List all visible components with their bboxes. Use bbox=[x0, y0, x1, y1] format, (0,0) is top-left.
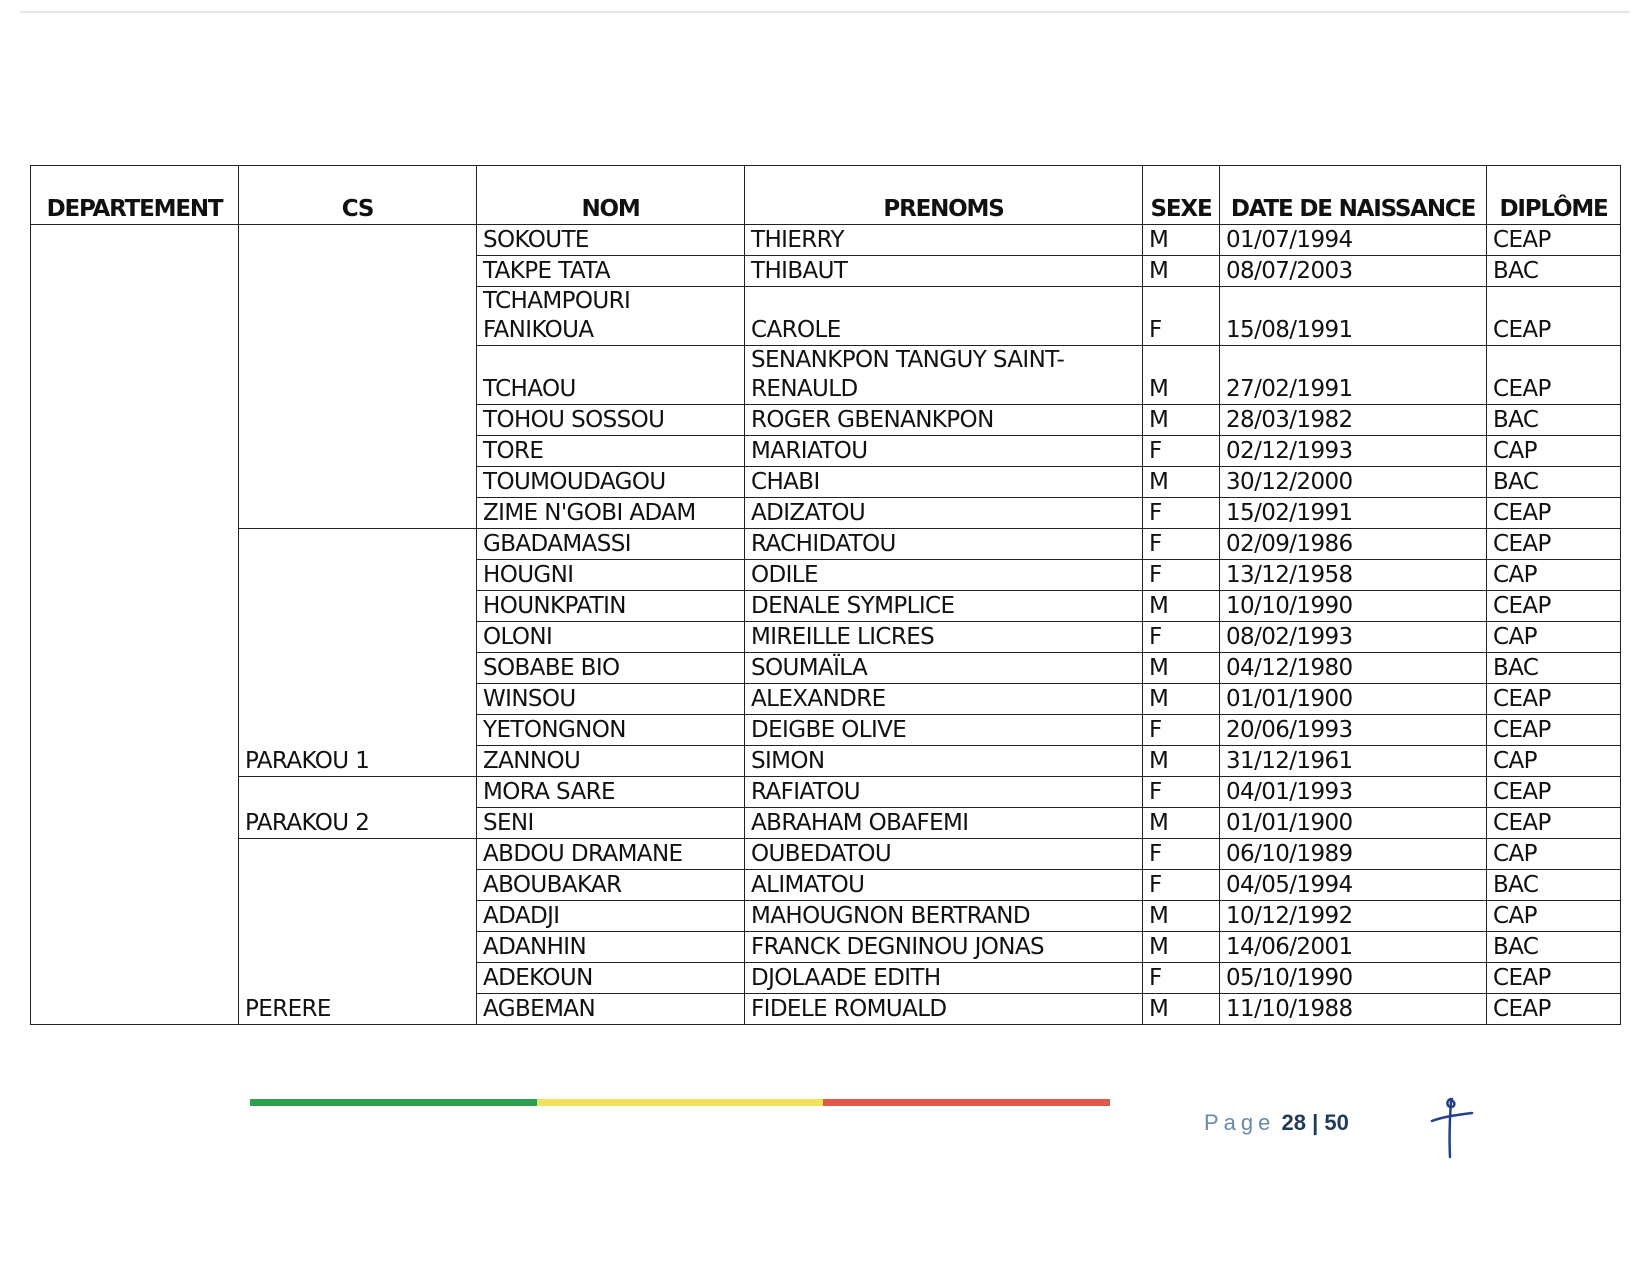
prenoms-cell: DJOLAADE EDITH bbox=[745, 963, 1143, 994]
nom-cell: SOKOUTE bbox=[477, 225, 745, 256]
page-separator: | bbox=[1312, 1110, 1319, 1135]
diplome-cell: CEAP bbox=[1487, 498, 1621, 529]
prenoms-cell: CHABI bbox=[745, 467, 1143, 498]
diplome-cell: CEAP bbox=[1487, 346, 1621, 405]
sexe-cell: M bbox=[1143, 405, 1220, 436]
nom-cell: ADANHIN bbox=[477, 932, 745, 963]
diplome-cell: CEAP bbox=[1487, 529, 1621, 560]
nom-cell: ADADJI bbox=[477, 901, 745, 932]
sexe-cell: M bbox=[1143, 591, 1220, 622]
prenoms-cell: CAROLE bbox=[745, 287, 1143, 346]
nom-cell: MORA SARE bbox=[477, 777, 745, 808]
sexe-cell: M bbox=[1143, 808, 1220, 839]
footer-bar-red bbox=[823, 1099, 1110, 1106]
department-cell bbox=[31, 225, 239, 1025]
sexe-cell: F bbox=[1143, 870, 1220, 901]
nom-cell: GBADAMASSI bbox=[477, 529, 745, 560]
date-cell: 02/12/1993 bbox=[1220, 436, 1487, 467]
col-header-departement: DEPARTEMENT bbox=[31, 166, 239, 225]
nom-cell: ABDOU DRAMANE bbox=[477, 839, 745, 870]
prenoms-cell: SENANKPON TANGUY SAINT-RENAULD bbox=[745, 346, 1143, 405]
date-cell: 01/01/1900 bbox=[1220, 808, 1487, 839]
nom-cell: HOUNKPATIN bbox=[477, 591, 745, 622]
diplome-cell: BAC bbox=[1487, 932, 1621, 963]
sexe-cell: F bbox=[1143, 777, 1220, 808]
prenoms-cell: DENALE SYMPLICE bbox=[745, 591, 1143, 622]
date-cell: 28/03/1982 bbox=[1220, 405, 1487, 436]
prenoms-cell: ALEXANDRE bbox=[745, 684, 1143, 715]
diplome-cell: CEAP bbox=[1487, 963, 1621, 994]
sexe-cell: M bbox=[1143, 932, 1220, 963]
page-current: 28 bbox=[1281, 1110, 1306, 1135]
nom-cell: AGBEMAN bbox=[477, 994, 745, 1025]
diplome-cell: CAP bbox=[1487, 901, 1621, 932]
date-cell: 04/01/1993 bbox=[1220, 777, 1487, 808]
page-total: 50 bbox=[1324, 1110, 1349, 1135]
top-rule bbox=[20, 11, 1630, 13]
date-cell: 11/10/1988 bbox=[1220, 994, 1487, 1025]
date-cell: 08/02/1993 bbox=[1220, 622, 1487, 653]
prenoms-cell: MIREILLE LICRES bbox=[745, 622, 1143, 653]
page-number bbox=[1204, 1110, 1349, 1136]
diplome-cell: BAC bbox=[1487, 653, 1621, 684]
date-cell: 01/07/1994 bbox=[1220, 225, 1487, 256]
diplome-cell: BAC bbox=[1487, 256, 1621, 287]
sexe-cell: M bbox=[1143, 225, 1220, 256]
nom-cell: ZANNOU bbox=[477, 746, 745, 777]
date-cell: 20/06/1993 bbox=[1220, 715, 1487, 746]
cs-cell: PARAKOU 1 bbox=[239, 529, 477, 777]
sexe-cell: M bbox=[1143, 901, 1220, 932]
diplome-cell: CAP bbox=[1487, 839, 1621, 870]
date-cell: 04/12/1980 bbox=[1220, 653, 1487, 684]
diplome-cell: CEAP bbox=[1487, 591, 1621, 622]
diplome-cell: BAC bbox=[1487, 405, 1621, 436]
nom-cell: TAKPE TATA bbox=[477, 256, 745, 287]
nom-cell: HOUGNI bbox=[477, 560, 745, 591]
sexe-cell: M bbox=[1143, 994, 1220, 1025]
nom-cell: SOBABE BIO bbox=[477, 653, 745, 684]
diplome-cell: CEAP bbox=[1487, 715, 1621, 746]
date-cell: 05/10/1990 bbox=[1220, 963, 1487, 994]
col-header-cs: CS bbox=[239, 166, 477, 225]
prenoms-cell: ADIZATOU bbox=[745, 498, 1143, 529]
table-row bbox=[31, 225, 1621, 256]
footer-bar-green bbox=[250, 1099, 537, 1106]
nom-cell: TOUMOUDAGOU bbox=[477, 467, 745, 498]
prenoms-cell: THIERRY bbox=[745, 225, 1143, 256]
prenoms-cell: RAFIATOU bbox=[745, 777, 1143, 808]
diplome-cell: CAP bbox=[1487, 560, 1621, 591]
col-header-date: DATE DE NAISSANCE bbox=[1220, 166, 1487, 225]
prenoms-cell: ALIMATOU bbox=[745, 870, 1143, 901]
footer-color-bar bbox=[250, 1099, 1110, 1106]
table-row bbox=[31, 839, 1621, 870]
date-cell: 06/10/1989 bbox=[1220, 839, 1487, 870]
diplome-cell: CEAP bbox=[1487, 287, 1621, 346]
cs-cell bbox=[239, 225, 477, 529]
diplome-cell: CAP bbox=[1487, 622, 1621, 653]
diplome-cell: CEAP bbox=[1487, 684, 1621, 715]
nom-cell: TORE bbox=[477, 436, 745, 467]
sexe-cell: F bbox=[1143, 529, 1220, 560]
prenoms-cell: ODILE bbox=[745, 560, 1143, 591]
date-cell: 10/10/1990 bbox=[1220, 591, 1487, 622]
sexe-cell: F bbox=[1143, 287, 1220, 346]
sexe-cell: M bbox=[1143, 746, 1220, 777]
date-cell: 31/12/1961 bbox=[1220, 746, 1487, 777]
prenoms-cell: DEIGBE OLIVE bbox=[745, 715, 1143, 746]
prenoms-cell: ABRAHAM OBAFEMI bbox=[745, 808, 1143, 839]
nom-cell: ABOUBAKAR bbox=[477, 870, 745, 901]
sexe-cell: F bbox=[1143, 963, 1220, 994]
prenoms-cell: SOUMAÏLA bbox=[745, 653, 1143, 684]
date-cell: 13/12/1958 bbox=[1220, 560, 1487, 591]
sexe-cell: F bbox=[1143, 715, 1220, 746]
diplome-cell: CEAP bbox=[1487, 808, 1621, 839]
sexe-cell: M bbox=[1143, 346, 1220, 405]
date-cell: 10/12/1992 bbox=[1220, 901, 1487, 932]
date-cell: 30/12/2000 bbox=[1220, 467, 1487, 498]
sexe-cell: M bbox=[1143, 256, 1220, 287]
sexe-cell: F bbox=[1143, 839, 1220, 870]
sexe-cell: F bbox=[1143, 436, 1220, 467]
col-header-diplome: DIPLÔME bbox=[1487, 166, 1621, 225]
prenoms-cell: SIMON bbox=[745, 746, 1143, 777]
date-cell: 15/02/1991 bbox=[1220, 498, 1487, 529]
col-header-prenoms: PRENOMS bbox=[745, 166, 1143, 225]
diplome-cell: BAC bbox=[1487, 467, 1621, 498]
date-cell: 27/02/1991 bbox=[1220, 346, 1487, 405]
date-cell: 08/07/2003 bbox=[1220, 256, 1487, 287]
sexe-cell: M bbox=[1143, 653, 1220, 684]
diplome-cell: CAP bbox=[1487, 746, 1621, 777]
nom-cell: TCHAOU bbox=[477, 346, 745, 405]
sexe-cell: F bbox=[1143, 560, 1220, 591]
prenoms-cell: ROGER GBENANKPON bbox=[745, 405, 1143, 436]
prenoms-cell: OUBEDATOU bbox=[745, 839, 1143, 870]
nom-cell: SENI bbox=[477, 808, 745, 839]
date-cell: 01/01/1900 bbox=[1220, 684, 1487, 715]
diplome-cell: CEAP bbox=[1487, 994, 1621, 1025]
nom-cell: YETONGNON bbox=[477, 715, 745, 746]
date-cell: 04/05/1994 bbox=[1220, 870, 1487, 901]
table-row bbox=[31, 529, 1621, 560]
col-header-nom: NOM bbox=[477, 166, 745, 225]
prenoms-cell: THIBAUT bbox=[745, 256, 1143, 287]
roster-body bbox=[31, 225, 1621, 1025]
nom-cell: ADEKOUN bbox=[477, 963, 745, 994]
roster-table bbox=[30, 165, 1621, 1025]
sexe-cell: F bbox=[1143, 622, 1220, 653]
col-header-sexe: SEXE bbox=[1143, 166, 1220, 225]
sexe-cell: M bbox=[1143, 467, 1220, 498]
prenoms-cell: MAHOUGNON BERTRAND bbox=[745, 901, 1143, 932]
diplome-cell: BAC bbox=[1487, 870, 1621, 901]
date-cell: 15/08/1991 bbox=[1220, 287, 1487, 346]
sexe-cell: F bbox=[1143, 498, 1220, 529]
diplome-cell: CEAP bbox=[1487, 225, 1621, 256]
table-row bbox=[31, 777, 1621, 808]
prenoms-cell: RACHIDATOU bbox=[745, 529, 1143, 560]
header-row bbox=[31, 166, 1621, 225]
initials-signature-icon bbox=[1420, 1095, 1480, 1165]
date-cell: 02/09/1986 bbox=[1220, 529, 1487, 560]
prenoms-cell: FIDELE ROMUALD bbox=[745, 994, 1143, 1025]
footer-bar-yellow bbox=[537, 1099, 824, 1106]
nom-cell: OLONI bbox=[477, 622, 745, 653]
cs-cell: PERERE bbox=[239, 839, 477, 1025]
page-label: Page bbox=[1204, 1110, 1276, 1135]
nom-cell: ZIME N'GOBI ADAM bbox=[477, 498, 745, 529]
date-cell: 14/06/2001 bbox=[1220, 932, 1487, 963]
sexe-cell: M bbox=[1143, 684, 1220, 715]
diplome-cell: CAP bbox=[1487, 436, 1621, 467]
nom-cell: TOHOU SOSSOU bbox=[477, 405, 745, 436]
nom-cell: WINSOU bbox=[477, 684, 745, 715]
cs-cell: PARAKOU 2 bbox=[239, 777, 477, 839]
prenoms-cell: FRANCK DEGNINOU JONAS bbox=[745, 932, 1143, 963]
prenoms-cell: MARIATOU bbox=[745, 436, 1143, 467]
nom-cell: TCHAMPOURI FANIKOUA bbox=[477, 287, 745, 346]
diplome-cell: CEAP bbox=[1487, 777, 1621, 808]
